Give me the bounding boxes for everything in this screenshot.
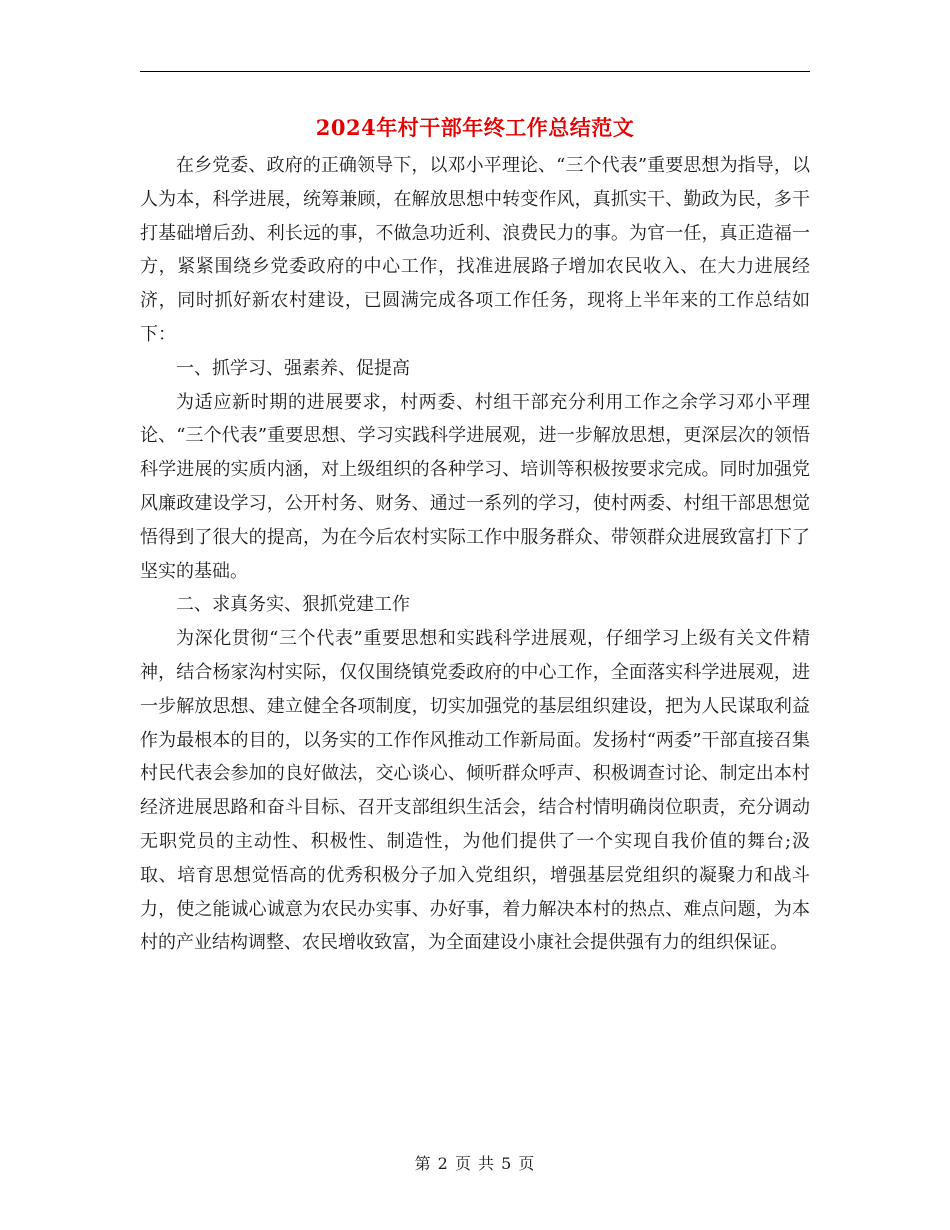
page-title: 2024年村干部年终工作总结范文 bbox=[315, 115, 635, 140]
article-body bbox=[140, 149, 810, 960]
section-heading-2: 二、求真务实、狠抓党建工作 bbox=[176, 594, 410, 616]
intro-paragraph: 在乡党委、政府的正确领导下，以邓小平理论、“三个代表”重要思想为指导，以人为本，科学进展，统筹兼顾，在解放思想中转变作风，真抓实干、勤政为民，多干打基础增后劲、利长远的事，不做急功近利、浪费民力的事。为官一任，真正造福一方，紧紧围绕乡党委政府的中心工作，找准进展路子增加农民收入、在大力进展经济，同时抓好新农村建设，已圆满完成各项工作任务，现将上半年来的工作总结如下： bbox=[140, 155, 810, 345]
section-paragraph-2: 为深化贯彻“三个代表”重要思想和实践科学进展观，仔细学习上级有关文件精神，结合杨家沟村实际，仅仅围绕镇党委政府的中心工作，全面落实科学进展观，进一步解放思想、建立健全各项制度，切实加强党的基层组织建设，把为人民谋取利益作为最根本的目的，以务实的工作作风推动工作新局面。发扬村“两委”干部直接召集村民代表会参加的良好做法，交心谈心、倾听群众呼声、积极调查讨论、制定出本村经济进展思路和奋斗目标、召开支部组织生活会，结合村情明确岗位职责，充分调动无职党员的主动性、积极性、制造性，为他们提供了一个实现自我价值的舞台;汲取、培育思想觉悟高的优秀积极分子加入党组织，增强基层党组织的凝聚力和战斗力，使之能诚心诚意为农民办实事、办好事，着力解决本村的热点、难点问题，为本村的产业结构调整、农民增收致富，为全面建设小康社会提供强有力的组织保证。 bbox=[140, 628, 810, 954]
section-heading-1: 一、抓学习、强素养、促提高 bbox=[176, 357, 410, 379]
page-number-footer: 第 2 页 共 5 页 bbox=[414, 1154, 536, 1173]
section-paragraph-1: 为适应新时期的进展要求，村两委、村组干部充分利用工作之余学习邓小平理论、“三个代表”重要思想、学习实践科学进展观，进一步解放思想，更深层次的领悟科学进展的实质内涵，对上级组织的各种学习、培训等积极按要求完成。同时加强党风廉政建设学习，公开村务、财务、通过一系列的学习，使村两委、村组干部思想觉悟得到了很大的提高，为在今后农村实际工作中服务群众、带领群众进展致富打下了坚实的基础。 bbox=[140, 391, 810, 582]
header-rule bbox=[140, 71, 810, 72]
